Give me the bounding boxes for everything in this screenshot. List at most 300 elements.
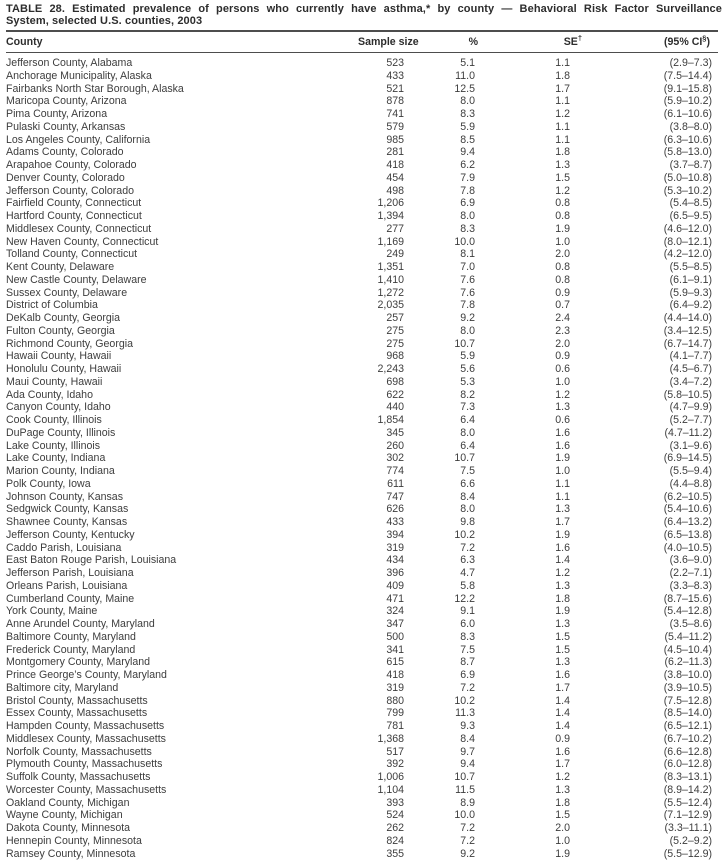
table-row [6,822,718,835]
se-cell: 1.1 [555,95,570,108]
ci-cell: (5.8–13.0) [663,146,712,159]
sample-size-cell: 275 [386,337,404,350]
percent-cell: 8.1 [460,248,475,261]
county-cell: Richmond County, Georgia [6,337,133,350]
sample-size-cell: 498 [386,184,404,197]
county-cell: Pulaski County, Arkansas [6,120,126,133]
asthma-prevalence-table [6,30,718,860]
se-cell: 1.1 [555,120,570,133]
percent-cell: 9.4 [460,146,475,159]
ci-cell: (6.3–10.6) [663,133,712,146]
county-cell: Dakota County, Minnesota [6,822,131,835]
sample-size-cell: 257 [386,312,404,325]
column-header-ci [582,31,718,53]
sample-size-cell: 579 [386,120,404,133]
percent-cell: 9.7 [460,745,475,758]
se-cell: 1.2 [555,388,570,401]
se-cell: 1.3 [555,579,570,592]
ci-label: (95% CI [664,36,703,49]
percent-cell: 12.2 [454,592,475,605]
ci-cell: (3.8–8.0) [669,120,712,133]
column-header-county: County [6,31,358,53]
sample-size-cell: 319 [386,541,404,554]
ci-cell: (6.7–14.7) [663,337,712,350]
se-cell: 1.5 [555,630,570,643]
percent-cell: 7.5 [460,643,475,656]
county-cell: Arapahoe County, Colorado [6,159,137,172]
se-cell: 2.3 [555,324,570,337]
se-cell: 1.1 [555,477,570,490]
se-cell: 1.4 [555,707,570,720]
county-cell: Anne Arundel County, Maryland [6,618,155,631]
percent-cell: 10.7 [454,337,475,350]
se-cell: 1.8 [555,796,570,809]
se-cell: 1.2 [555,184,570,197]
table-row [6,848,718,861]
se-cell: 1.7 [555,516,570,529]
county-cell: Lake County, Indiana [6,452,106,465]
percent-cell: 5.8 [460,579,475,592]
county-cell: Anchorage Municipality, Alaska [6,69,152,82]
ci-cell: (3.3–11.1) [664,822,712,835]
se-cell: 0.7 [555,299,570,312]
sample-size-cell: 392 [386,758,404,771]
table-row [6,567,718,580]
se-cell: 1.6 [555,745,570,758]
sample-size-cell: 249 [386,248,404,261]
sample-size-cell: 341 [386,643,404,656]
percent-cell: 9.8 [460,516,475,529]
table-row [6,172,718,185]
county-cell: Prince George’s County, Maryland [6,669,167,682]
county-cell: Cumberland County, Maine [6,592,135,605]
table-row [6,644,718,657]
se-cell: 1.1 [555,57,570,70]
ci-cell: (5.5–12.9) [663,847,712,860]
ci-cell: (8.3–13.1) [663,771,712,784]
sample-size-cell: 347 [386,618,404,631]
table-title-line2: System, selected U.S. counties, 2003 [6,14,203,27]
county-cell: Denver County, Colorado [6,171,125,184]
percent-cell: 7.2 [460,822,475,835]
table-row [6,682,718,695]
percent-cell: 12.5 [454,82,475,95]
se-cell: 1.0 [555,235,570,248]
percent-cell: 9.3 [460,720,475,733]
sample-size-cell: 409 [386,579,404,592]
ci-cell: (6.2–11.3) [664,656,712,669]
se-cell: 1.3 [555,618,570,631]
table-row [6,669,718,682]
table-row [6,465,718,478]
se-cell: 1.4 [555,554,570,567]
table-row [6,746,718,759]
se-cell: 1.9 [555,605,570,618]
se-cell: 1.1 [555,490,570,503]
sample-size-cell: 622 [386,388,404,401]
se-cell: 1.0 [555,834,570,847]
percent-cell: 6.0 [460,618,475,631]
percent-cell: 6.4 [460,439,475,452]
sample-size-cell: 260 [386,439,404,452]
percent-cell: 6.2 [460,159,475,172]
table-row [6,274,718,287]
sample-size-cell: 262 [386,822,404,835]
se-cell: 1.6 [555,669,570,682]
percent-cell: 7.0 [460,261,475,274]
dagger-symbol: † [577,33,582,43]
ci-cell: (6.6–12.8) [663,745,712,758]
sample-size-cell: 521 [386,82,404,95]
table-row [6,376,718,389]
ci-cell: (5.9–9.3) [669,286,712,299]
percent-cell: 8.0 [460,503,475,516]
sample-size-cell: 454 [386,171,404,184]
ci-cell: (6.7–10.2) [663,732,712,745]
sample-size-cell: 433 [386,69,404,82]
table-row [6,491,718,504]
sample-size-cell: 880 [386,694,404,707]
ci-cell: (4.0–10.5) [663,541,712,554]
percent-cell: 10.0 [454,235,475,248]
se-cell: 2.4 [555,312,570,325]
sample-size-cell: 1,272 [377,286,404,299]
se-cell: 1.2 [555,771,570,784]
sample-size-cell: 968 [386,350,404,363]
county-cell: Ramsey County, Minnesota [6,847,136,860]
table-row [6,631,718,644]
percent-cell: 10.2 [454,694,475,707]
table-row [6,146,718,159]
percent-cell: 8.3 [460,222,475,235]
percent-cell: 7.8 [460,184,475,197]
table-row [6,478,718,491]
column-header-sample-size: Sample size [358,31,418,53]
se-cell: 1.7 [555,758,570,771]
table-row [6,618,718,631]
percent-cell: 8.5 [460,133,475,146]
se-cell: 1.7 [555,681,570,694]
sample-size-cell: 394 [386,528,404,541]
sample-size-cell: 302 [386,452,404,465]
county-cell: Jefferson County, Alabama [6,57,133,70]
county-cell: DeKalb County, Georgia [6,312,121,325]
ci-cell: (3.9–10.5) [663,681,712,694]
table-row [6,287,718,300]
table-header-row [6,31,718,53]
table-row [6,338,718,351]
percent-cell: 7.6 [460,273,475,286]
sample-size-cell: 500 [386,630,404,643]
sample-size-cell: 393 [386,796,404,809]
sample-size-cell: 1,368 [377,732,404,745]
ci-cell: (4.2–12.0) [663,248,712,261]
table-row [6,707,718,720]
sample-size-cell: 1,169 [377,235,404,248]
table-row [6,236,718,249]
ci-cell: (4.6–12.0) [663,222,712,235]
sample-size-cell: 741 [386,108,404,121]
se-cell: 1.6 [555,541,570,554]
county-cell: Oakland County, Michigan [6,796,130,809]
percent-cell: 5.9 [460,120,475,133]
ci-cell: (5.4–10.6) [663,503,712,516]
table-body [6,53,718,861]
se-cell: 0.9 [555,286,570,299]
se-cell: 1.0 [555,465,570,478]
county-cell: Hampden County, Massachusetts [6,720,165,733]
sample-size-cell: 434 [386,554,404,567]
table-row [6,223,718,236]
se-cell: 1.2 [555,567,570,580]
se-cell: 0.9 [555,732,570,745]
ci-cell: (3.5–8.6) [669,618,712,631]
ci-cell: (6.5–12.1) [663,720,712,733]
percent-cell: 8.9 [460,796,475,809]
se-cell: 1.9 [555,847,570,860]
ci-cell: (5.5–8.5) [669,261,712,274]
county-cell: Orleans Parish, Louisiana [6,579,128,592]
percent-cell: 9.4 [460,758,475,771]
ci-cell: (3.3–8.3) [669,579,712,592]
ci-cell: (5.8–10.5) [663,388,712,401]
sample-size-cell: 517 [386,745,404,758]
sample-size-cell: 2,243 [377,363,404,376]
county-cell: Adams County, Colorado [6,146,124,159]
ci-cell: (5.5–12.4) [663,796,712,809]
percent-cell: 7.8 [460,299,475,312]
table-row [6,312,718,325]
county-cell: Canyon County, Idaho [6,401,111,414]
county-cell: Hartford County, Connecticut [6,210,142,223]
ci-cell: (5.9–10.2) [663,95,712,108]
county-cell: Tolland County, Connecticut [6,248,138,261]
se-cell: 1.2 [555,108,570,121]
table-row [6,771,718,784]
county-cell: New Castle County, Delaware [6,273,147,286]
county-cell: Norfolk County, Massachusetts [6,745,152,758]
county-cell: Frederick County, Maryland [6,643,136,656]
table-row [6,503,718,516]
percent-cell: 10.0 [454,809,475,822]
county-cell: Montgomery County, Maryland [6,656,151,669]
county-cell: Maui County, Hawaii [6,375,103,388]
ci-cell: (6.5–13.8) [663,528,712,541]
ci-cell: (3.4–12.5) [663,324,712,337]
ci-cell: (7.5–12.8) [663,694,712,707]
percent-cell: 11.3 [455,707,475,720]
county-cell: Sussex County, Delaware [6,286,128,299]
se-cell: 1.8 [555,69,570,82]
county-cell: Cook County, Illinois [6,414,102,427]
sample-size-cell: 275 [386,324,404,337]
ci-cell: (6.9–14.5) [663,452,712,465]
percent-cell: 6.4 [460,414,475,427]
table-row [6,401,718,414]
county-cell: Baltimore County, Maryland [6,630,136,643]
percent-cell: 5.1 [460,57,475,70]
table-title-line1: TABLE 28. Estimated prevalence of persons who currently have asthma,* by county — Behavioral Risk Factor Surveillance [6,3,722,15]
ci-cell: (3.6–9.0) [669,554,712,567]
sample-size-cell: 433 [386,516,404,529]
ci-cell: (6.0–12.8) [663,758,712,771]
column-header-se [478,31,582,53]
county-cell: Ada County, Idaho [6,388,93,401]
percent-cell: 8.4 [460,732,475,745]
sample-size-cell: 698 [386,375,404,388]
table-row [6,695,718,708]
sample-size-cell: 615 [386,656,404,669]
county-cell: East Baton Rouge Parish, Louisiana [6,554,177,567]
county-cell: Suffolk County, Massachusetts [6,771,151,784]
county-cell: Jefferson Parish, Louisiana [6,567,134,580]
ci-cell: (5.5–9.4) [669,465,712,478]
se-cell: 1.8 [555,146,570,159]
percent-cell: 5.9 [460,350,475,363]
ci-cell: (8.9–14.2) [663,783,712,796]
ci-cell: (6.5–9.5) [669,210,712,223]
ci-cell: (4.4–8.8) [669,477,712,490]
county-cell: District of Columbia [6,299,98,312]
section-symbol: § [702,33,707,43]
ci-cell: (5.4–8.5) [669,197,712,210]
sample-size-cell: 626 [386,503,404,516]
table-row [6,733,718,746]
county-cell: Fairbanks North Star Borough, Alaska [6,82,184,95]
ci-cell: (5.3–10.2) [663,184,712,197]
table-row [6,414,718,427]
table-row [6,605,718,618]
percent-cell: 6.6 [460,477,475,490]
table-row [6,248,718,261]
table-row [6,452,718,465]
percent-cell: 8.7 [460,656,475,669]
se-cell: 1.9 [555,452,570,465]
percent-cell: 10.2 [454,528,475,541]
county-cell: York County, Maine [6,605,98,618]
sample-size-cell: 1,206 [377,197,404,210]
table-row [6,835,718,848]
ci-cell: (4.7–9.9) [669,401,712,414]
table-row [6,261,718,274]
sample-size-cell: 524 [386,809,404,822]
ci-cell: (6.2–10.5) [663,490,712,503]
ci-cell: (7.5–14.4) [663,69,712,82]
percent-cell: 8.4 [460,490,475,503]
se-cell: 0.6 [555,363,570,376]
sample-size-cell: 440 [386,401,404,414]
percent-cell: 10.7 [454,452,475,465]
se-cell: 2.0 [555,337,570,350]
table-row [6,159,718,172]
percent-cell: 9.2 [460,312,475,325]
se-cell: 1.5 [555,643,570,656]
sample-size-cell: 1,410 [377,273,404,286]
percent-cell: 7.2 [460,681,475,694]
county-cell: Jefferson County, Colorado [6,184,134,197]
ci-cell: (3.4–7.2) [669,375,712,388]
table-row [6,53,718,70]
table-row [6,656,718,669]
se-cell: 0.8 [555,210,570,223]
table-row [6,797,718,810]
sample-size-cell: 824 [386,834,404,847]
table-row [6,121,718,134]
table-row [6,542,718,555]
se-cell: 1.3 [555,159,570,172]
se-cell: 0.6 [555,414,570,427]
ci-cell: (8.5–14.0) [663,707,712,720]
sample-size-cell: 523 [386,57,404,70]
county-cell: Bristol County, Massachusetts [6,694,148,707]
ci-cell: (9.1–15.8) [663,82,712,95]
table-row [6,108,718,121]
percent-cell: 7.3 [460,401,475,414]
ci-cell: (6.1–10.6) [663,108,712,121]
column-header-percent: % [418,31,478,53]
table-header [6,31,718,53]
ci-cell: (5.4–12.8) [663,605,712,618]
sample-size-cell: 319 [386,681,404,694]
county-cell: Fairfield County, Connecticut [6,197,142,210]
percent-cell: 11.5 [455,783,475,796]
ci-cell: (4.1–7.7) [669,350,712,363]
sample-size-cell: 878 [386,95,404,108]
percent-cell: 7.2 [460,541,475,554]
county-cell: Johnson County, Kansas [6,490,123,503]
sample-size-cell: 418 [386,159,404,172]
ci-cell: (6.1–9.1) [669,273,712,286]
percent-cell: 6.3 [460,554,475,567]
table-title [6,4,722,27]
table-row [6,70,718,83]
county-cell: Middlesex County, Massachusetts [6,732,166,745]
percent-cell: 10.7 [454,771,475,784]
ci-cell: (5.4–11.2) [664,630,712,643]
ci-cell: (2.2–7.1) [669,567,712,580]
sample-size-cell: 1,351 [377,261,404,274]
percent-cell: 8.0 [460,324,475,337]
table-row [6,593,718,606]
county-cell: Hennepin County, Minnesota [6,834,142,847]
percent-cell: 9.2 [460,847,475,860]
sample-size-cell: 396 [386,567,404,580]
table-row [6,440,718,453]
ci-cell: (4.5–6.7) [669,363,712,376]
county-cell: Maricopa County, Arizona [6,95,127,108]
ci-cell: (4.5–10.4) [663,643,712,656]
table-row [6,554,718,567]
ci-cell: (6.4–13.2) [663,516,712,529]
county-cell: Middlesex County, Connecticut [6,222,152,235]
se-cell: 1.9 [555,222,570,235]
se-cell: 1.7 [555,82,570,95]
county-cell: Pima County, Arizona [6,108,108,121]
county-cell: Marion County, Indiana [6,465,115,478]
table-row [6,134,718,147]
se-cell: 1.9 [555,528,570,541]
table-row [6,363,718,376]
se-cell: 0.9 [555,350,570,363]
table-row [6,720,718,733]
percent-cell: 7.9 [460,171,475,184]
county-cell: Fulton County, Georgia [6,324,115,337]
ci-cell: (3.7–8.7) [669,159,712,172]
table-row [6,95,718,108]
table-row [6,83,718,96]
ci-cell: (6.4–9.2) [669,299,712,312]
ci-cell: (4.7–11.2) [664,426,712,439]
